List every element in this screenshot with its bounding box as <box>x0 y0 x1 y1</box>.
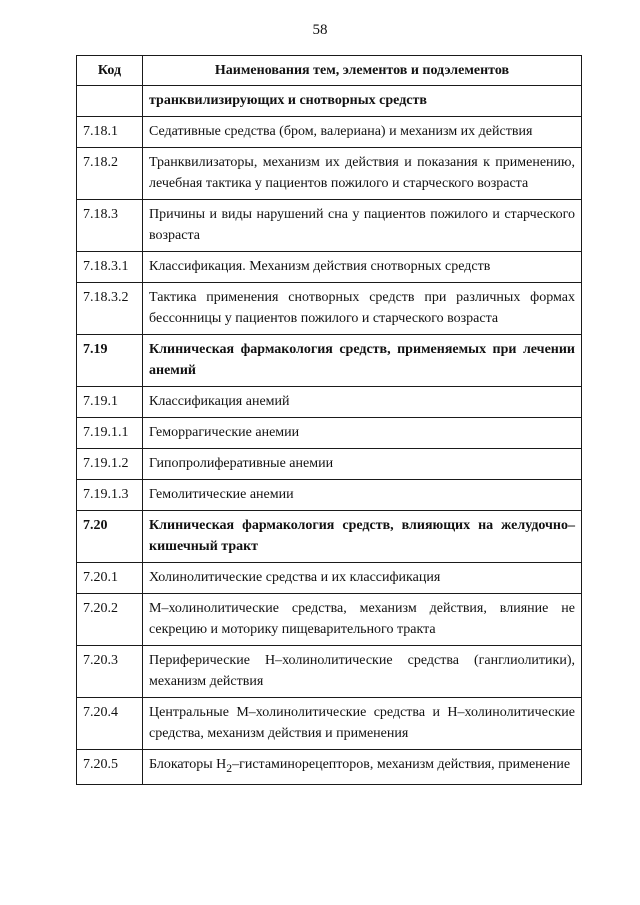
row-code: 7.18.3.1 <box>77 252 143 283</box>
row-title: транквилизирующих и снотворных средств <box>143 86 582 117</box>
table-row <box>77 511 582 563</box>
curriculum-table <box>76 55 582 785</box>
row-title-part: Блокаторы <box>149 757 217 772</box>
table-row <box>77 335 582 387</box>
row-title: Классификация. Механизм действия снотворных средств <box>143 252 582 283</box>
table-row <box>77 449 582 480</box>
row-title: Транквилизаторы, механизм их действия и показания к применению, лечебная тактика у пациентов пожилого и старческого возраста <box>143 148 582 200</box>
table-row <box>77 563 582 594</box>
row-code: 7.18.1 <box>77 117 143 148</box>
row-code: 7.20.1 <box>77 563 143 594</box>
row-code: 7.19.1.3 <box>77 480 143 511</box>
row-code: 7.18.3 <box>77 200 143 252</box>
table-row <box>77 698 582 750</box>
row-title: Классификация анемий <box>143 387 582 418</box>
row-title <box>143 750 582 785</box>
row-code: 7.19 <box>77 335 143 387</box>
header-code: Код <box>77 56 143 86</box>
row-code: 7.18.3.2 <box>77 283 143 335</box>
row-code: 7.20.3 <box>77 646 143 698</box>
row-code <box>77 86 143 117</box>
table-row <box>77 283 582 335</box>
row-title: Периферические Н–холинолитические средства (ганглиолитики), механизм действия <box>143 646 582 698</box>
row-title: М–холинолитические средства, механизм действия, влияние не секрецию и моторику пищеварительного тракта <box>143 594 582 646</box>
table-row <box>77 750 582 785</box>
row-code: 7.19.1.2 <box>77 449 143 480</box>
row-title-part: –гистаминорецепторов, механизм действия, применение <box>232 757 571 772</box>
table-row <box>77 646 582 698</box>
row-title-subscript: 2 <box>226 761 233 775</box>
table-row <box>77 594 582 646</box>
row-title: Холинолитические средства и их классификация <box>143 563 582 594</box>
row-title: Геморрагические анемии <box>143 418 582 449</box>
header-title: Наименования тем, элементов и подэлементов <box>143 56 582 86</box>
row-title: Клиническая фармакология средств, влияющих на желудочно–кишечный тракт <box>143 511 582 563</box>
row-code: 7.19.1.1 <box>77 418 143 449</box>
page-number: 58 <box>312 22 328 38</box>
row-title: Причины и виды нарушений сна у пациентов пожилого и старческого возраста <box>143 200 582 252</box>
table-header-row <box>77 56 582 86</box>
row-code: 7.20.5 <box>77 750 143 785</box>
row-title-part: H <box>216 757 227 772</box>
row-code: 7.18.2 <box>77 148 143 200</box>
table-row <box>77 418 582 449</box>
row-title: Клиническая фармакология средств, применяемых при лечении анемий <box>143 335 582 387</box>
table-row <box>77 117 582 148</box>
table-row <box>77 200 582 252</box>
row-code: 7.19.1 <box>77 387 143 418</box>
row-title: Гипопролиферативные анемии <box>143 449 582 480</box>
table-row <box>77 387 582 418</box>
row-code: 7.20.4 <box>77 698 143 750</box>
table-row <box>77 148 582 200</box>
row-title: Тактика применения снотворных средств при различных формах бессонницы у пациентов пожилого и старческого возраста <box>143 283 582 335</box>
table-row <box>77 86 582 117</box>
row-code: 7.20.2 <box>77 594 143 646</box>
row-title: Седативные средства (бром, валериана) и механизм их действия <box>143 117 582 148</box>
table-row <box>77 252 582 283</box>
row-title: Гемолитические анемии <box>143 480 582 511</box>
table-row <box>77 480 582 511</box>
row-title: Центральные М–холинолитические средства и Н–холинолитические средства, механизм действия и применения <box>143 698 582 750</box>
row-code: 7.20 <box>77 511 143 563</box>
